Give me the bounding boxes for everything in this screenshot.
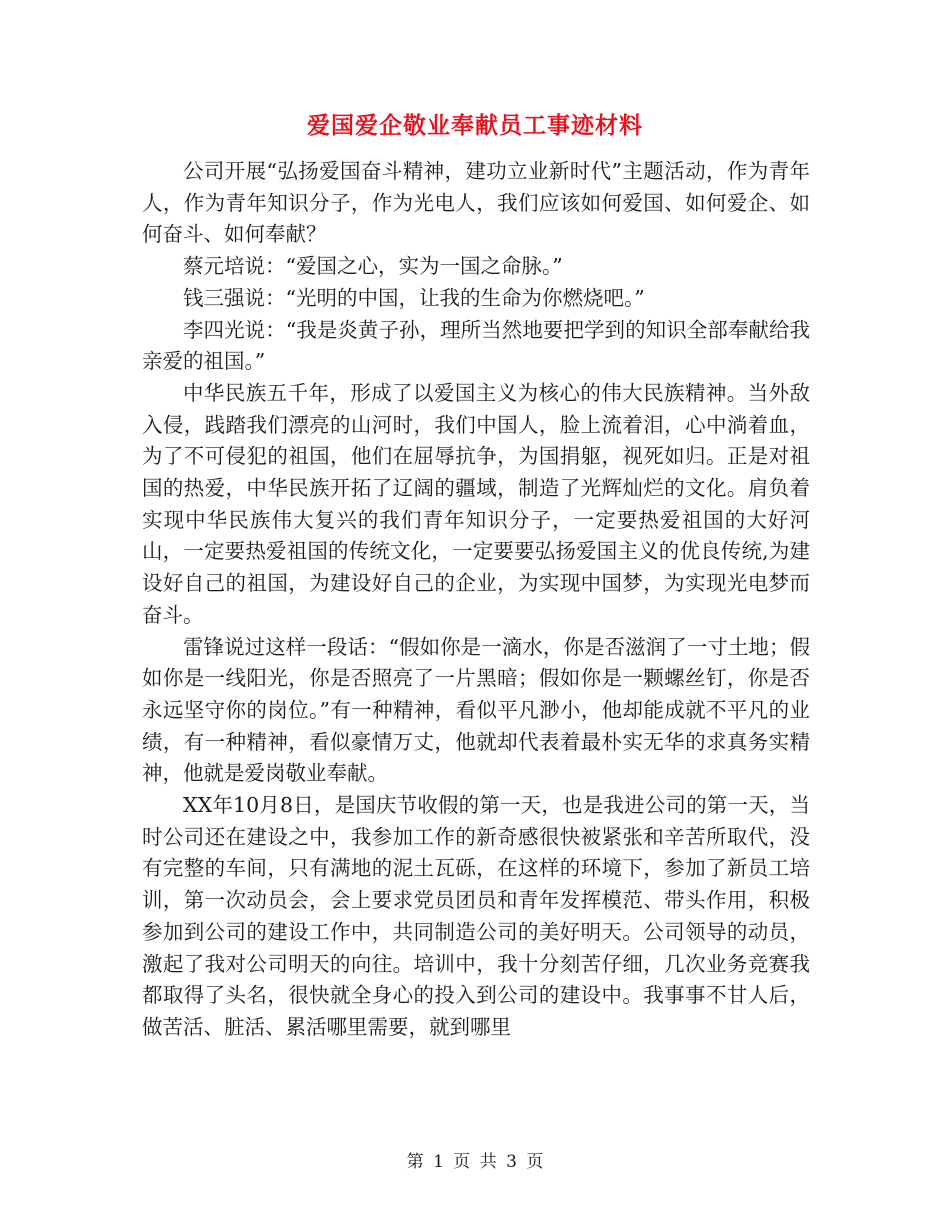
paragraph: XX年10月8日，是国庆节收假的第一天，也是我进公司的第一天，当时公司还在建设之中，我参加工作的新奇感很快被紧张和辛苦所取代，没有完整的车间，只有满地的泥土瓦砾，在这样的环境下，参加了新员工培训，第一次动员会，会上要求党员团员和青年发挥模范、带头作用，积极参加到公司的建设工作中，共同制造公司的美好明天。公司领导的动员，激起了我对公司明天的向往。培训中，我十分刻苦仔细，几次业务竞赛我都取得了头名，很快就全身心的投入到公司的建设中。我事事不甘人后，做苦活、脏活、累活哪里需要，就到哪里 [142, 793, 810, 1039]
paragraph: 李四光说：“我是炎黄子孙，理所当然地要把学到的知识全部奉献给我亲爱的祖国。” [142, 317, 810, 374]
document-body [142, 156, 810, 1044]
paragraph: 公司开展“弘扬爱国奋斗精神，建功立业新时代”主题活动，作为青年人，作为青年知识分子，作为光电人，我们应该如何爱国、如何爱企、如何奋斗、如何奉献？ [142, 159, 810, 247]
paragraph: 钱三强说：“光明的中国，让我的生命为你燃烧吧。” [183, 285, 645, 310]
paragraph: 中华民族五千年，形成了以爱国主义为核心的伟大民族精神。当外敌入侵，践踏我们漂亮的山河时，我们中国人，脸上流着泪，心中淌着血，为了不可侵犯的祖国，他们在屈辱抗争，为国捐躯，视死如归。正是对祖国的热爱，中华民族开拓了辽阔的疆域，制造了光辉灿烂的文化。肩负着实现中华民族伟大复兴的我们青年知识分子，一定要热爱祖国的大好河山，一定要热爱祖国的传统文化，一定要要弘扬爱国主义的优良传统,为建设好自己的祖国，为建设好自己的企业，为实现中国梦，为实现光电梦而奋斗。 [142, 380, 810, 627]
paragraph: 雷锋说过这样一段话：“假如你是一滴水，你是否滋润了一寸土地；假如你是一线阳光，你是否照亮了一片黑暗；假如你是一颗螺丝钉，你是否永远坚守你的岗位。”有一种精神，看似平凡渺小，他却能成就不平凡的业绩，有一种精神，看似豪情万丈，他就却代表着最朴实无华的求真务实精神，他就是爱岗敬业奉献。 [142, 634, 810, 786]
page-footer: 第 1 页 共 3 页 [406, 1152, 544, 1172]
paragraph: 蔡元培说：“爱国之心，实为一国之命脉。” [183, 254, 563, 279]
document-title: 爱国爱企敬业奉献员工事迹材料 [307, 112, 643, 139]
